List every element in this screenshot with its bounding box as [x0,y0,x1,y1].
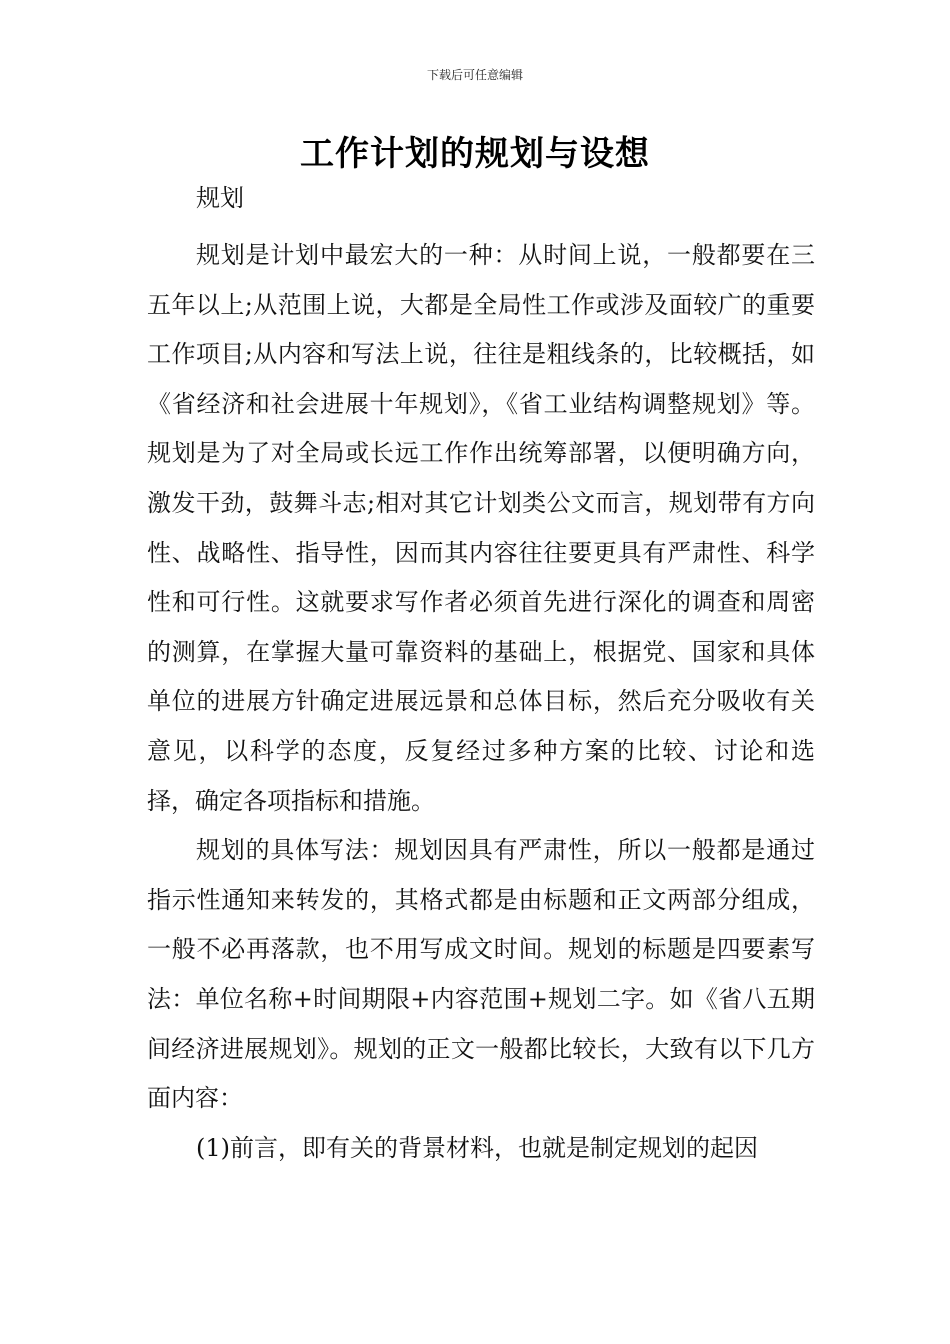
header-note: 下载后可任意编辑 [426,68,523,82]
document-body [147,231,815,1173]
paragraph-writing-method: 规划的具体写法：规划因具有严肃性，所以一般都是通过指示性通知来转发的，其格式都是由标题和正文两部分组成，一般不必再落款，也不用写成文时间。规划的标题是四要素写法：单位名称+时间期限+内容范围+规划二字。如《省八五期间经济进展规划》。规划的正文一般都比较长，大致有以下几方面内容： [147,836,815,1113]
section-heading: 规划 [196,184,244,212]
document-title: 工作计划的规划与设想 [300,134,650,174]
paragraph-preface-item: (1)前言，即有关的背景材料，也就是制定规划的起因 [196,1133,758,1162]
paragraph-overview: 规划是计划中最宏大的一种：从时间上说，一般都要在三五年以上;从范围上说，大都是全局性工作或涉及面较广的重要工作项目;从内容和写法上说，往往是粗线条的，比较概括，如《省经济和社会进展十年规划》，《省工业结构调整规划》等。规划是为了对全局或长远工作作出统筹部署，以便明确方向，激发干劲，鼓舞斗志;相对其它计划类公文而言，规划带有方向性、战略性、指导性，因而其内容往往要更具有严肃性、科学性和可行性。这就要求写作者必须首先进行深化的调查和周密的测算，在掌握大量可靠资料的基础上，根据党、国家和具体单位的进展方针确定进展远景和总体目标，然后充分吸收有关意见，以科学的态度，反复经过多种方案的比较、讨论和选择，确定各项指标和措施。 [147,241,815,815]
